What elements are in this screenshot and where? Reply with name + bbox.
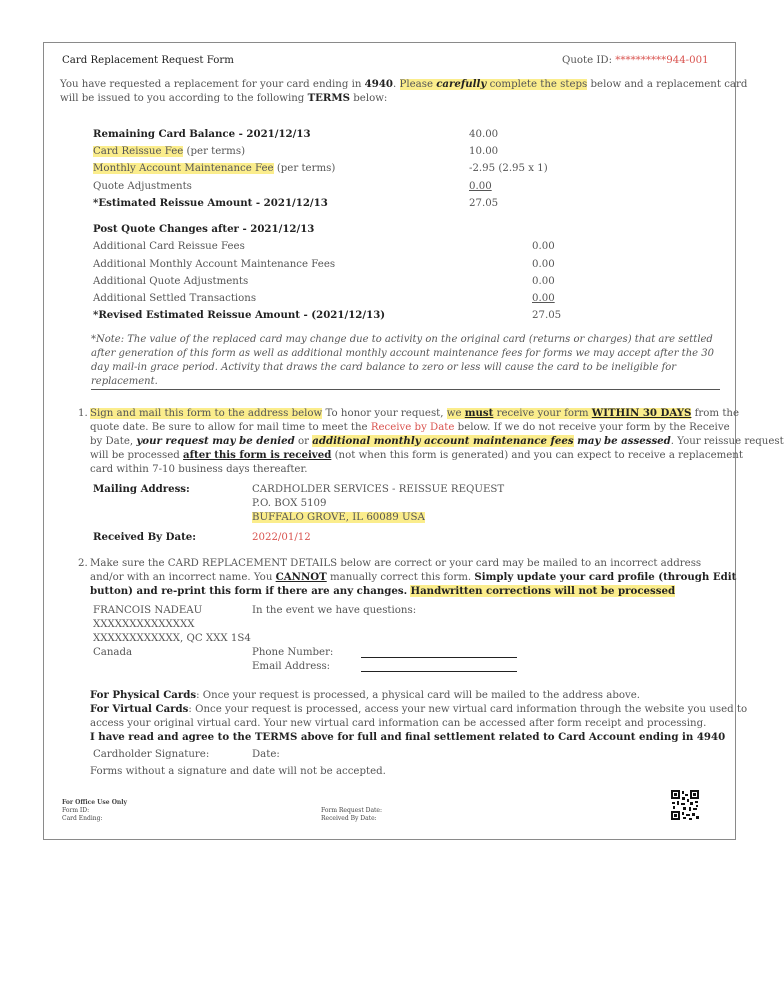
cardholder-name: FRANCOIS NADEAU bbox=[93, 605, 203, 616]
virtual-cards-text-2: access your original virtual card. Your new virtual card information can be accessed after form receipt and processing. bbox=[90, 718, 707, 729]
balance-row-label: *Estimated Reissue Amount - 2021/12/13 bbox=[93, 197, 328, 209]
received-by-label: Received By Date: bbox=[93, 531, 197, 543]
step-1-number: 1. bbox=[78, 408, 88, 419]
step-2-line-2: and/or with an incorrect name. You CANNOT manually correct this form. Simply update your card profile (through Edit bbox=[90, 571, 737, 583]
intro-line-2: will be issued to you according to the following TERMS below: bbox=[60, 92, 388, 104]
office-card-ending: Card Ending: bbox=[62, 815, 103, 822]
section-divider bbox=[91, 389, 720, 390]
cardholder-country: Canada bbox=[93, 647, 133, 658]
step-1-line-5: card within 7-10 business days thereafter. bbox=[90, 464, 308, 475]
post-quote-row-label: *Revised Estimated Reissue Amount - (2021/12/13) bbox=[93, 309, 386, 321]
mailing-address-line: P.O. BOX 5109 bbox=[252, 498, 327, 509]
mailing-address-line: CARDHOLDER SERVICES - REISSUE REQUEST bbox=[252, 484, 505, 495]
mailing-address-label: Mailing Address: bbox=[93, 483, 190, 495]
step-1-line-3: by Date, your request may be denied or additional monthly account maintenance fees may be assessed. Your reissue request bbox=[90, 435, 784, 447]
step-1-line-4: will be processed after this form is received (not when this form is generated) and you can expect to receive a replacement bbox=[90, 449, 743, 461]
step-2-line-3: button) and re-print this form if there are any changes. Handwritten corrections will not be processed bbox=[90, 585, 676, 597]
office-form-id: Form ID: bbox=[62, 807, 90, 814]
received-by-date: 2022/01/12 bbox=[252, 532, 311, 543]
post-quote-row-label: Additional Card Reissue Fees bbox=[93, 241, 245, 252]
post-quote-row-value: 27.05 bbox=[532, 310, 562, 321]
form-page bbox=[43, 42, 784, 840]
signature-requirement: Forms without a signature and date will not be accepted. bbox=[90, 766, 386, 777]
balance-row-value: -2.95 (2.95 x 1) bbox=[469, 163, 548, 174]
questions-label: In the event we have questions: bbox=[252, 605, 417, 616]
balance-row-value: 27.05 bbox=[469, 198, 499, 209]
phone-label: Phone Number: bbox=[252, 647, 334, 658]
balance-row-value: 40.00 bbox=[469, 129, 499, 140]
post-quote-row-value: 0.00 bbox=[532, 293, 555, 304]
step-1-line-1: Sign and mail this form to the address below To honor your request, we must receive your form WITHIN 30 DAYS from the bbox=[90, 407, 740, 419]
card-ending: 4940 bbox=[364, 78, 394, 90]
step-2-number: 2. bbox=[78, 558, 88, 569]
form-title: Card Replacement Request Form bbox=[62, 55, 234, 66]
note-text: *Note: The value of the replaced card may change due to activity on the original card (returns or charges) that are settled after generation of this form as well as additional monthly account maintenance fees for forms we may accept after the 30 day mail-in grace period. Activity that draws the card balance to zero or less will cause the card to be ineligible for replacement. bbox=[91, 334, 714, 387]
phone-field[interactable] bbox=[361, 657, 517, 658]
qr-code-icon bbox=[671, 790, 699, 820]
post-quote-row-label: Additional Settled Transactions bbox=[93, 293, 257, 304]
balance-row-label: Card Reissue Fee (per terms) bbox=[93, 146, 246, 157]
post-quote-row-value: 0.00 bbox=[532, 241, 555, 252]
office-form-request-date: Form Request Date: bbox=[321, 807, 383, 814]
cardholder-address-line: XXXXXXXXXXXXXX bbox=[93, 619, 195, 630]
intro-highlight: Please carefully complete the steps bbox=[399, 78, 588, 90]
date-label: Date: bbox=[252, 749, 280, 760]
physical-cards-text: For Physical Cards: Once your request is processed, a physical card will be mailed to the address above. bbox=[90, 689, 641, 701]
quote-id-label: Quote ID: bbox=[562, 55, 613, 66]
office-use-title: For Office Use Only bbox=[62, 799, 128, 806]
quote-id bbox=[562, 54, 709, 67]
post-quote-row-label: Additional Quote Adjustments bbox=[93, 276, 249, 287]
balance-row-value: 10.00 bbox=[469, 146, 499, 157]
balance-row-value: 0.00 bbox=[469, 181, 492, 192]
post-quote-title: Post Quote Changes after - 2021/12/13 bbox=[93, 223, 315, 235]
signature-label: Cardholder Signature: bbox=[93, 749, 210, 760]
email-field[interactable] bbox=[361, 671, 517, 672]
post-quote-row-value: 0.00 bbox=[532, 276, 555, 287]
mailing-address-line: BUFFALO GROVE, IL 60089 USA bbox=[252, 512, 425, 523]
intro-line-1: You have requested a replacement for your card ending in 4940. Please carefully complete the steps below and a replacement card bbox=[60, 78, 748, 90]
email-label: Email Address: bbox=[252, 661, 331, 672]
post-quote-row-label: Additional Monthly Account Maintenance Fees bbox=[93, 259, 336, 270]
virtual-cards-text: For Virtual Cards: Once your request is processed, access your new virtual card information through the website you used to bbox=[90, 703, 748, 715]
agreement-text: I have read and agree to the TERMS above for full and final settlement related to Card Account ending in 4940 bbox=[90, 731, 726, 743]
balance-row-label: Remaining Card Balance - 2021/12/13 bbox=[93, 128, 311, 140]
post-quote-row-value: 0.00 bbox=[532, 259, 555, 270]
step-1-line-2: quote date. Be sure to allow for mail time to meet the Receive by Date below. If we do not receive your form by the Receive bbox=[90, 422, 730, 433]
quote-id-value: **********944-001 bbox=[615, 55, 709, 66]
balance-row-label: Monthly Account Maintenance Fee (per terms) bbox=[93, 163, 336, 174]
office-received-by-date: Received By Date: bbox=[321, 815, 377, 822]
cardholder-address-line: XXXXXXXXXXXX, QC XXX 1S4 bbox=[93, 633, 251, 644]
step-2-line-1: Make sure the CARD REPLACEMENT DETAILS below are correct or your card may be mailed to an incorrect address bbox=[90, 558, 702, 569]
balance-row-label: Quote Adjustments bbox=[93, 181, 192, 192]
